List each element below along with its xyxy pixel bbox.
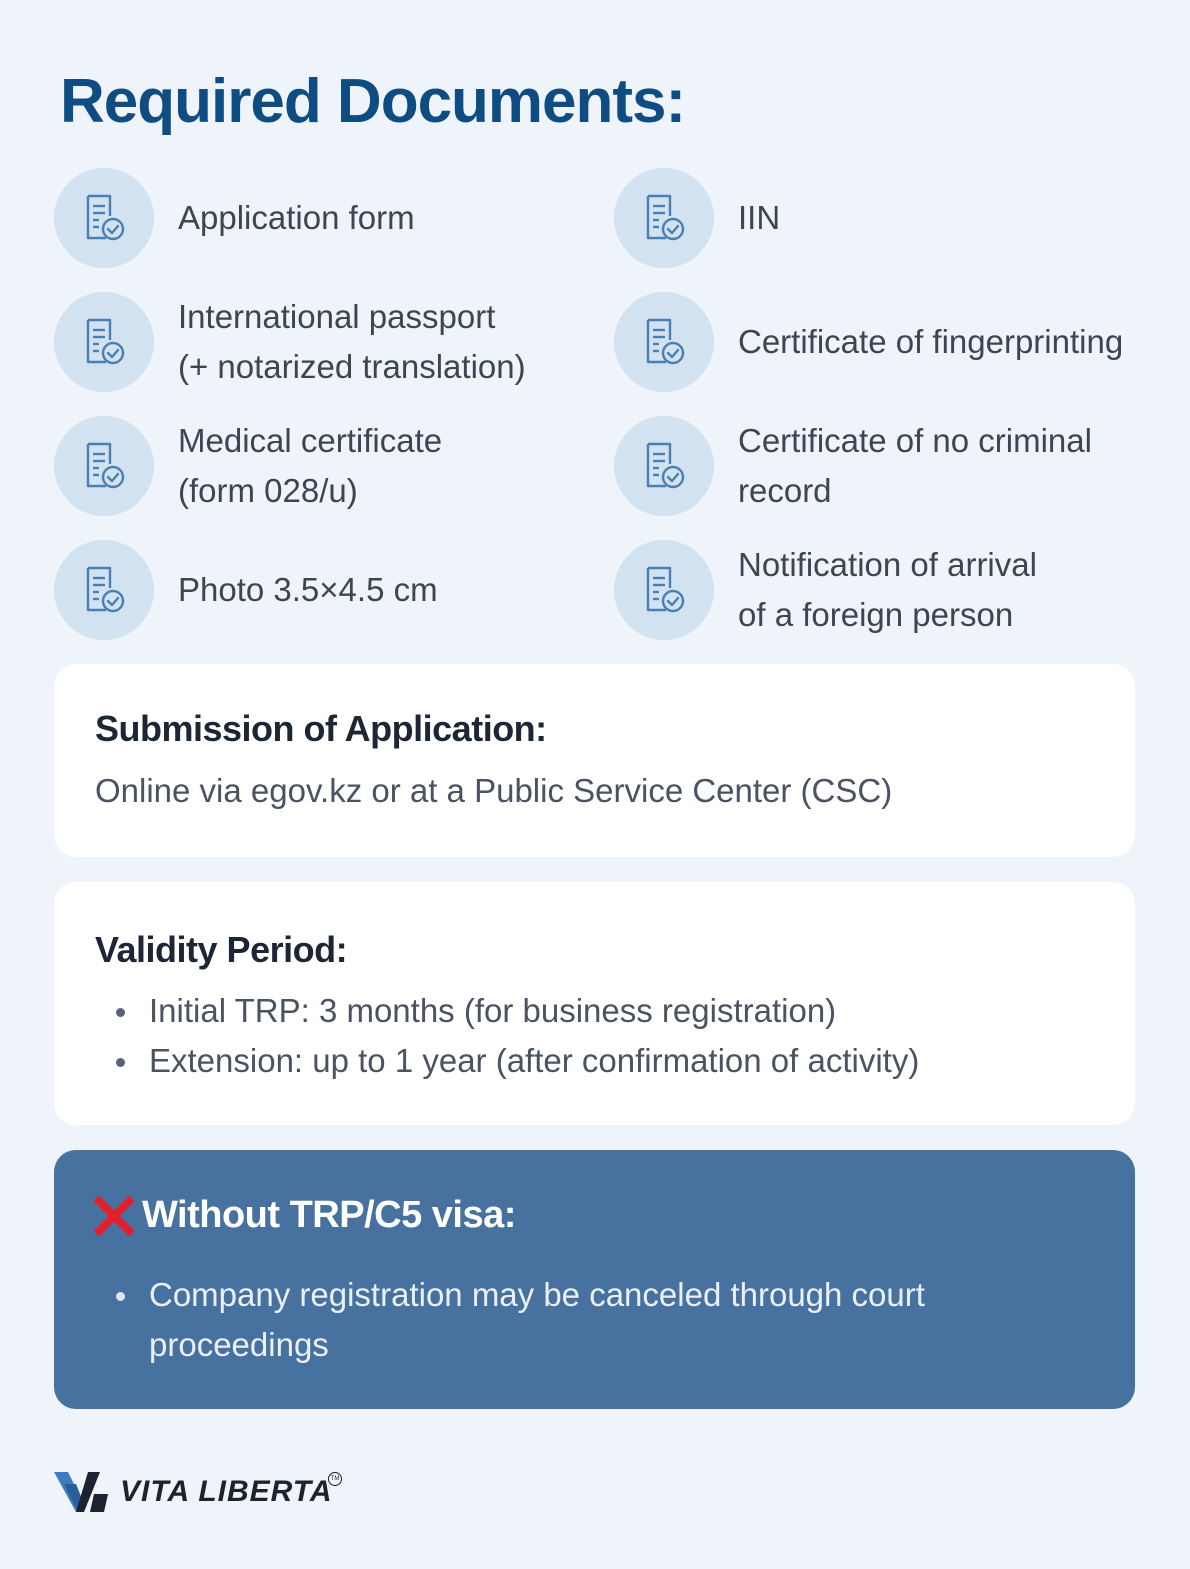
document-item-medical-certificate — [54, 416, 442, 516]
vita-liberta-logo — [54, 1470, 340, 1514]
document-label: IIN — [738, 199, 781, 236]
document-check-icon — [54, 416, 154, 516]
required-documents-list — [54, 168, 1154, 640]
warning-heading — [94, 1194, 516, 1237]
logo-mark-icon — [54, 1470, 110, 1514]
validity-card — [54, 882, 1135, 1125]
document-item-application-form — [54, 168, 415, 268]
document-item-arrival-notification — [614, 540, 1037, 640]
document-label: Certificate of fingerprinting — [738, 323, 1124, 360]
document-check-icon — [614, 416, 714, 516]
submission-card — [54, 664, 1135, 857]
validity-item — [95, 1036, 919, 1086]
warning-item-text: Company registration may be canceled through court proceedings — [149, 1276, 925, 1363]
document-check-icon — [54, 292, 154, 392]
document-label: Certificate of no criminal record — [738, 422, 1092, 509]
document-item-fingerprinting-certificate — [614, 292, 1123, 392]
document-item-iin — [614, 168, 780, 268]
logo-text: VITA LIBERTA — [120, 1475, 333, 1508]
warning-card — [54, 1150, 1135, 1409]
validity-title: Validity Period: — [95, 929, 348, 970]
submission-text: Online via egov.kz or at a Public Service Center (CSC) — [95, 772, 893, 809]
document-label: Medical certificate (form 028/u) — [178, 422, 443, 509]
validity-list — [95, 986, 919, 1086]
document-label: International passport (+ notarized translation) — [178, 298, 526, 385]
trademark-mark: TM — [328, 1472, 342, 1486]
warning-list — [95, 1270, 995, 1370]
document-check-icon — [54, 168, 154, 268]
document-check-icon — [54, 540, 154, 640]
document-item-photo — [54, 540, 438, 640]
validity-item-text: Initial TRP: 3 months (for business registration) — [149, 992, 837, 1029]
warning-item — [95, 1270, 995, 1370]
document-check-icon — [614, 540, 714, 640]
red-cross-icon — [94, 1196, 134, 1236]
validity-item-text: Extension: up to 1 year (after confirmation of activity) — [149, 1042, 920, 1079]
bullet-dot — [116, 1008, 125, 1017]
document-label: Application form — [178, 199, 415, 236]
document-label: Notification of arrival of a foreign person — [738, 546, 1037, 633]
submission-title: Submission of Application: — [95, 708, 547, 749]
page-title: Required Documents: — [60, 67, 686, 136]
warning-title: Without TRP/C5 visa: — [142, 1194, 516, 1236]
document-check-icon — [614, 168, 714, 268]
bullet-dot — [116, 1292, 125, 1301]
bullet-dot — [116, 1058, 125, 1067]
document-check-icon — [614, 292, 714, 392]
document-label: Photo 3.5×4.5 cm — [178, 571, 438, 608]
document-item-international-passport — [54, 292, 526, 392]
document-item-no-criminal-record — [614, 416, 1092, 516]
validity-item — [95, 986, 919, 1036]
